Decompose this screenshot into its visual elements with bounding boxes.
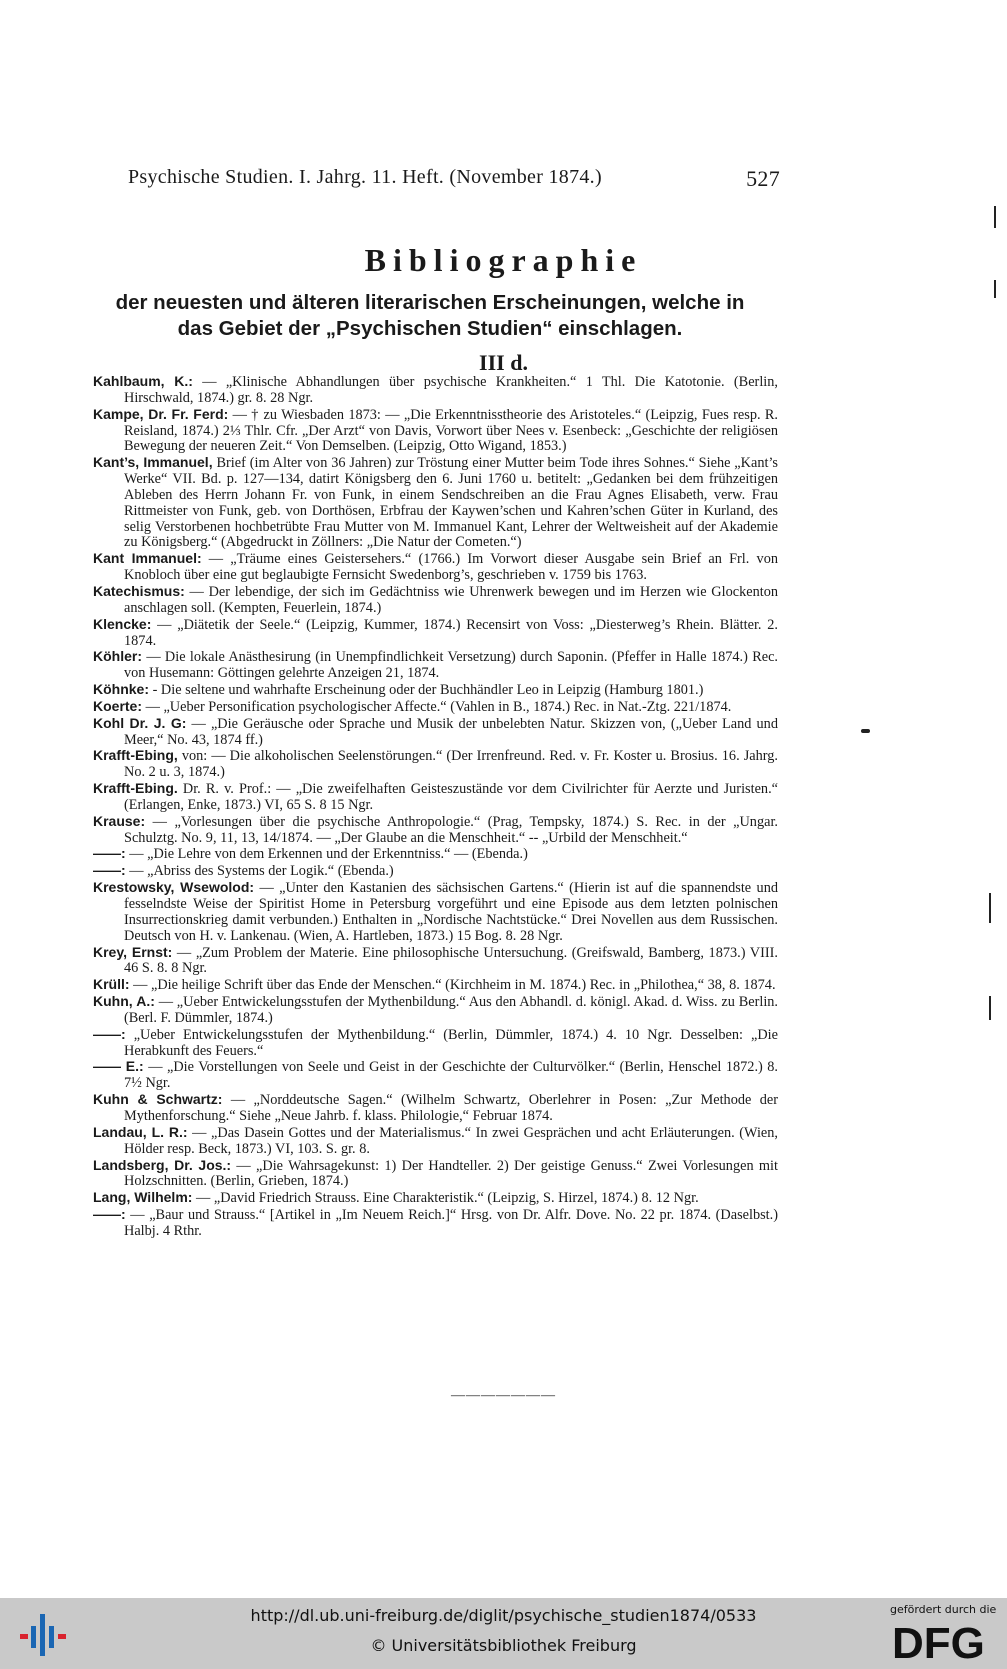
bibliography-entry [93, 1125, 778, 1158]
entry-author: Landsberg, Dr. Jos.: [93, 1156, 232, 1173]
entry-author: Klencke: [93, 615, 152, 632]
bibliography-entry [93, 781, 778, 814]
entry-author: Katechismus: [93, 582, 185, 599]
scan-margin-mark [989, 996, 991, 1020]
entry-text: — „Das Dasein Gottes und der Materialismus.“ In zwei Gesprächen und acht Erläuterungen. (Wien, Hölder resp. Beck, 1873.) VI, 103. S. gr. 8. [124, 1124, 778, 1157]
entry-author: Krause: [93, 812, 146, 829]
page-number: 527 [746, 166, 780, 191]
bibliography-entry [93, 682, 778, 699]
entry-text: Dr. R. v. Prof.: — „Die zweifelhaften Geisteszustände vor dem Civilrichter für Aerzte und Juristen.“ (Erlangen, Enke, 1873.) VI, 65 S. 8 15 Ngr. [124, 781, 778, 813]
entry-text: — „Abriss des Systems der Logik.“ (Ebenda.) [125, 863, 394, 880]
entry-author: Krüll: [93, 976, 130, 993]
entry-text: — „Die Geräusche oder Sprache und Musik der unbelebten Natur. Skizzen von, („Ueber Land und Meer,“ No. 43, 1874 ff.) [124, 715, 778, 748]
bibliography-entry [93, 1190, 778, 1207]
entry-author: Landau, L. R.: [93, 1123, 188, 1140]
entry-author: Koerte: [93, 697, 143, 714]
entry-author: Köhler: [93, 648, 142, 665]
entry-text: Brief (im Alter von 36 Jahren) zur Tröstung einer Mutter beim Tode ihres Sohnes.“ Siehe „Kant’s Werke“ VII. Bd. p. 127—134, datirt Königsberg den 6. Juni 1760 u. betitelt: „Gedanken bei dem frühzeitigen Ableben des Herrn Johann Fr. von Funk, in einem Sendschreiben an die Frau Agnes Elisabeth, verw. Frau Rittmeister von Funk, geb. von Dorthösen, Erbfrau der Kaywen’schen und Kahren’schen Güter in Kurland, des selig Verstorbenen hochbetrübte Frau Mutter von M. Immanuel Kant, Lehrer der Weltweisheit auf der Akademie zu Königsberg.“ (Abgedruckt in Zöllners: „Die Natur der Cometen.“) [124, 455, 778, 551]
document-url-link[interactable]: http://dl.ub.uni-freiburg.de/diglit/psychische_studien1874/0533 [250, 1606, 757, 1625]
entry-author: ——: [93, 1206, 126, 1223]
entry-text: - Die seltene und wahrhafte Erscheinung oder der Buchhändler Leo in Leipzig (Hamburg 1801.) [149, 682, 704, 699]
subtitle-line-2: das Gebiet der „Psychischen Studien“ einschlagen. [177, 317, 683, 340]
bibliography-entry [93, 551, 778, 584]
entry-author: Kampe, Dr. Fr. Ferd: [93, 405, 229, 422]
running-title: Psychische Studien. I. Jahrg. 11. Heft. (November 1874.) [128, 166, 602, 188]
scan-margin-mark [994, 206, 996, 228]
entry-text: — „Baur und Strauss.“ [Artikel in „Im Neuem Reich.]“ Hrsg. von Dr. Alfr. Dove. No. 22 pr. 1874. (Daselbst.) Halbj. 4 Rthr. [124, 1207, 778, 1239]
closing-rule: ——————— [451, 1388, 556, 1403]
bibliography-entry [93, 748, 778, 781]
scan-margin-mark [861, 729, 870, 733]
bibliography-entry [93, 880, 778, 944]
entry-text: — „Unter den Kastanien des sächsischen Gartens.“ (Hierin ist auf die spannendste und fesselndste Weise der Spiritist Home in Petersburg vorgeführt und eine Episode aus dem letzten polnischen Insurrectionskrieg damit verbunden.) Enthalten in „Nordische Nachtstücke.“ Drei Novellen aus dem Russischen. Deutsch von H. v. Lankenau. (Wien, A. Hartleben, 1873.) 15 Bog. 8. 28 Ngr. [124, 880, 778, 944]
bibliography-entry [93, 863, 778, 880]
bibliography-entry [93, 407, 778, 456]
entry-text: — „Ueber Entwickelungsstufen der Mythenbildung.“ Aus den Abhandl. d. königl. Akad. d. Wiss. zu Berlin. (Berl. F. Dümmler, 1874.) [124, 994, 779, 1026]
entry-author: Kohl Dr. J. G: [93, 714, 187, 731]
entry-text: — „Die Lehre von dem Erkennen und der Erkenntniss.“ — (Ebenda.) [125, 846, 528, 863]
entry-text: von: — Die alkoholischen Seelenstörungen.“ (Der Irrenfreund. Red. v. Fr. Koster u. Brosius. 16. Jahrg. No. 2 u. 3, 1874.) [124, 748, 778, 781]
entry-text: — „Ueber Personification psychologischer Affecte.“ (Vahlen in B., 1874.) Rec. in Nat.-Ztg. 221/1874. [142, 698, 732, 715]
bibliography-entry [93, 1092, 778, 1125]
bibliography-entry [93, 846, 778, 863]
bibliography-entry [93, 374, 778, 407]
entry-author: ——: [93, 1025, 126, 1042]
section-heading: III d. [479, 350, 528, 375]
entry-author: Kant’s, Immanuel, [93, 454, 213, 471]
page-title: Bibliographie [364, 242, 643, 278]
dfg-logo-text: DFG [892, 1619, 985, 1664]
entry-text: — „Klinische Abhandlungen über psychische Krankheiten.“ 1 Thl. Die Katotonie. (Berlin, Hirschwald, 1874.) gr. 8. 28 Ngr. [124, 374, 778, 406]
bibliography-entry [93, 945, 778, 978]
entry-author: Kahlbaum, K.: [93, 373, 193, 389]
entry-text: — Der lebendige, der sich im Gedächtniss wie Uhrenwerk bewegen und im Herzen wie Glockenton anschlagen soll. (Kempten, Feuerlein, 1874.) [124, 583, 778, 616]
entry-author: ——: [93, 845, 126, 862]
bibliography-entry [93, 699, 778, 716]
bibliography-entry [93, 584, 778, 617]
page-subtitle [80, 290, 780, 342]
running-header [128, 166, 780, 189]
entry-text: — „Die heilige Schrift über das Ende der Menschen.“ (Kirchheim in M. 1874.) Rec. in „Philothea,“ 38, 8. 1874. [129, 977, 776, 994]
entry-author: Kant Immanuel: [93, 550, 202, 567]
funder-note: gefördert durch die [890, 1603, 997, 1616]
bibliography-entry [93, 455, 778, 551]
bibliography-entry [93, 1027, 778, 1060]
entry-text: — † zu Wiesbaden 1873: — „Die Erkenntnisstheorie des Aristoteles.“ (Leipzig, Fues resp. R. Reisland, 1874.) 2⅓ Thlr. Cfr. „Der Arzt“ von Davis, Vorwort über Nees v. Esenbeck: „Geschichte der religiösen Bewegung der neueren Zeit.“ Von Demselben. (Leipzig, Otto Wigand, 1853.) [124, 406, 778, 455]
entry-text: — „Zum Problem der Materie. Eine philosophische Untersuchung. (Greifswald, Bamberg, 1873.) VIII. 46 S. 8. 8 Ngr. [124, 944, 778, 977]
bibliography-entry [93, 1059, 778, 1092]
entry-author: ——: [93, 862, 126, 879]
bibliography-entry [93, 1207, 778, 1240]
subtitle-line-1: der neuesten und älteren literarischen Erscheinungen, welche in [115, 291, 745, 314]
bibliography-entry [93, 716, 778, 749]
entry-author: —— E.: [93, 1058, 144, 1075]
entry-author: Krafft-Ebing, [93, 747, 178, 764]
bibliography-entry [93, 617, 778, 650]
entry-text: — „Norddeutsche Sagen.“ (Wilhelm Schwartz, Oberlehrer in Posen: „Zur Methode der Mythenforschung.“ Siehe „Neue Jahrb. f. klass. Philologie,“ Februar 1874. [124, 1092, 779, 1124]
bibliography-entry [93, 814, 778, 847]
entry-text: — „Träume eines Geistersehers.“ (1766.) Im Vorwort dieser Ausgabe sein Brief an Frl. von Knobloch über eine gut beglaubigte Fernsicht Swedenborg’s, geschrieben v. 1759 bis 1763. [124, 551, 778, 584]
entry-author: Krey, Ernst: [93, 943, 173, 960]
entry-author: Köhnke: [93, 681, 149, 698]
entry-text: — „Die Wahrsagekunst: 1) Der Handteller. 2) Der geistige Genuss.“ Zwei Vorlesungen mit Holzschnitten. (Berlin, Grieben, 1874.) [124, 1157, 778, 1190]
entry-author: Kuhn, A.: [93, 993, 155, 1010]
scan-margin-mark [994, 280, 996, 298]
entry-author: Krestowsky, Wsewolod: [93, 879, 255, 896]
entry-text: — „David Friedrich Strauss. Eine Charakteristik.“ (Leipzig, S. Hirzel, 1874.) 8. 12 Ngr. [192, 1190, 699, 1207]
viewer-footer [0, 1598, 1007, 1669]
entry-author: Lang, Wilhelm: [93, 1189, 193, 1206]
entry-author: Krafft-Ebing. [93, 780, 178, 797]
entry-text: — „Diätetik der Seele.“ (Leipzig, Kummer, 1874.) Recensirt von Voss: „Diesterweg’s Rhein. Blätter. 2. 1874. [124, 616, 778, 649]
entry-text: — „Vorlesungen über die psychische Anthropologie.“ (Prag, Tempsky, 1874.) S. Rec. in der „Ungar. Schulztg. No. 9, 11, 13, 14/1874. — „Der Glaube an die Menschheit.“ -- „Urbild der Menschheit.“ [124, 813, 778, 846]
copyright-notice: © Universitätsbibliothek Freiburg [370, 1636, 637, 1655]
entry-text: — Die lokale Anästhesirung (in Unempfindlichkeit Versetzung) durch Saponin. (Pfeffer in Halle 1874.) Rec. von Husemann: Göttingen gelehrte Anzeigen 21, 1874. [124, 649, 778, 682]
bibliography-list [93, 374, 778, 1240]
bibliography-entry [93, 649, 778, 682]
entry-author: Kuhn & Schwartz: [93, 1091, 223, 1108]
scan-margin-mark [989, 893, 991, 923]
bibliography-entry [93, 977, 778, 994]
bibliography-entry [93, 1158, 778, 1191]
entry-text: — „Die Vorstellungen von Seele und Geist in der Geschichte der Culturvölker.“ (Berlin, Henschel 1872.) 8. 7½ Ngr. [124, 1059, 779, 1092]
dfg-logo[interactable] [890, 1618, 1000, 1664]
entry-text: „Ueber Entwickelungsstufen der Mythenbildung.“ (Berlin, Dümmler, 1874.) 4. 10 Ngr. Desselben: „Die Herabkunft des Feuers.“ [124, 1026, 778, 1059]
bibliography-entry [93, 994, 778, 1027]
